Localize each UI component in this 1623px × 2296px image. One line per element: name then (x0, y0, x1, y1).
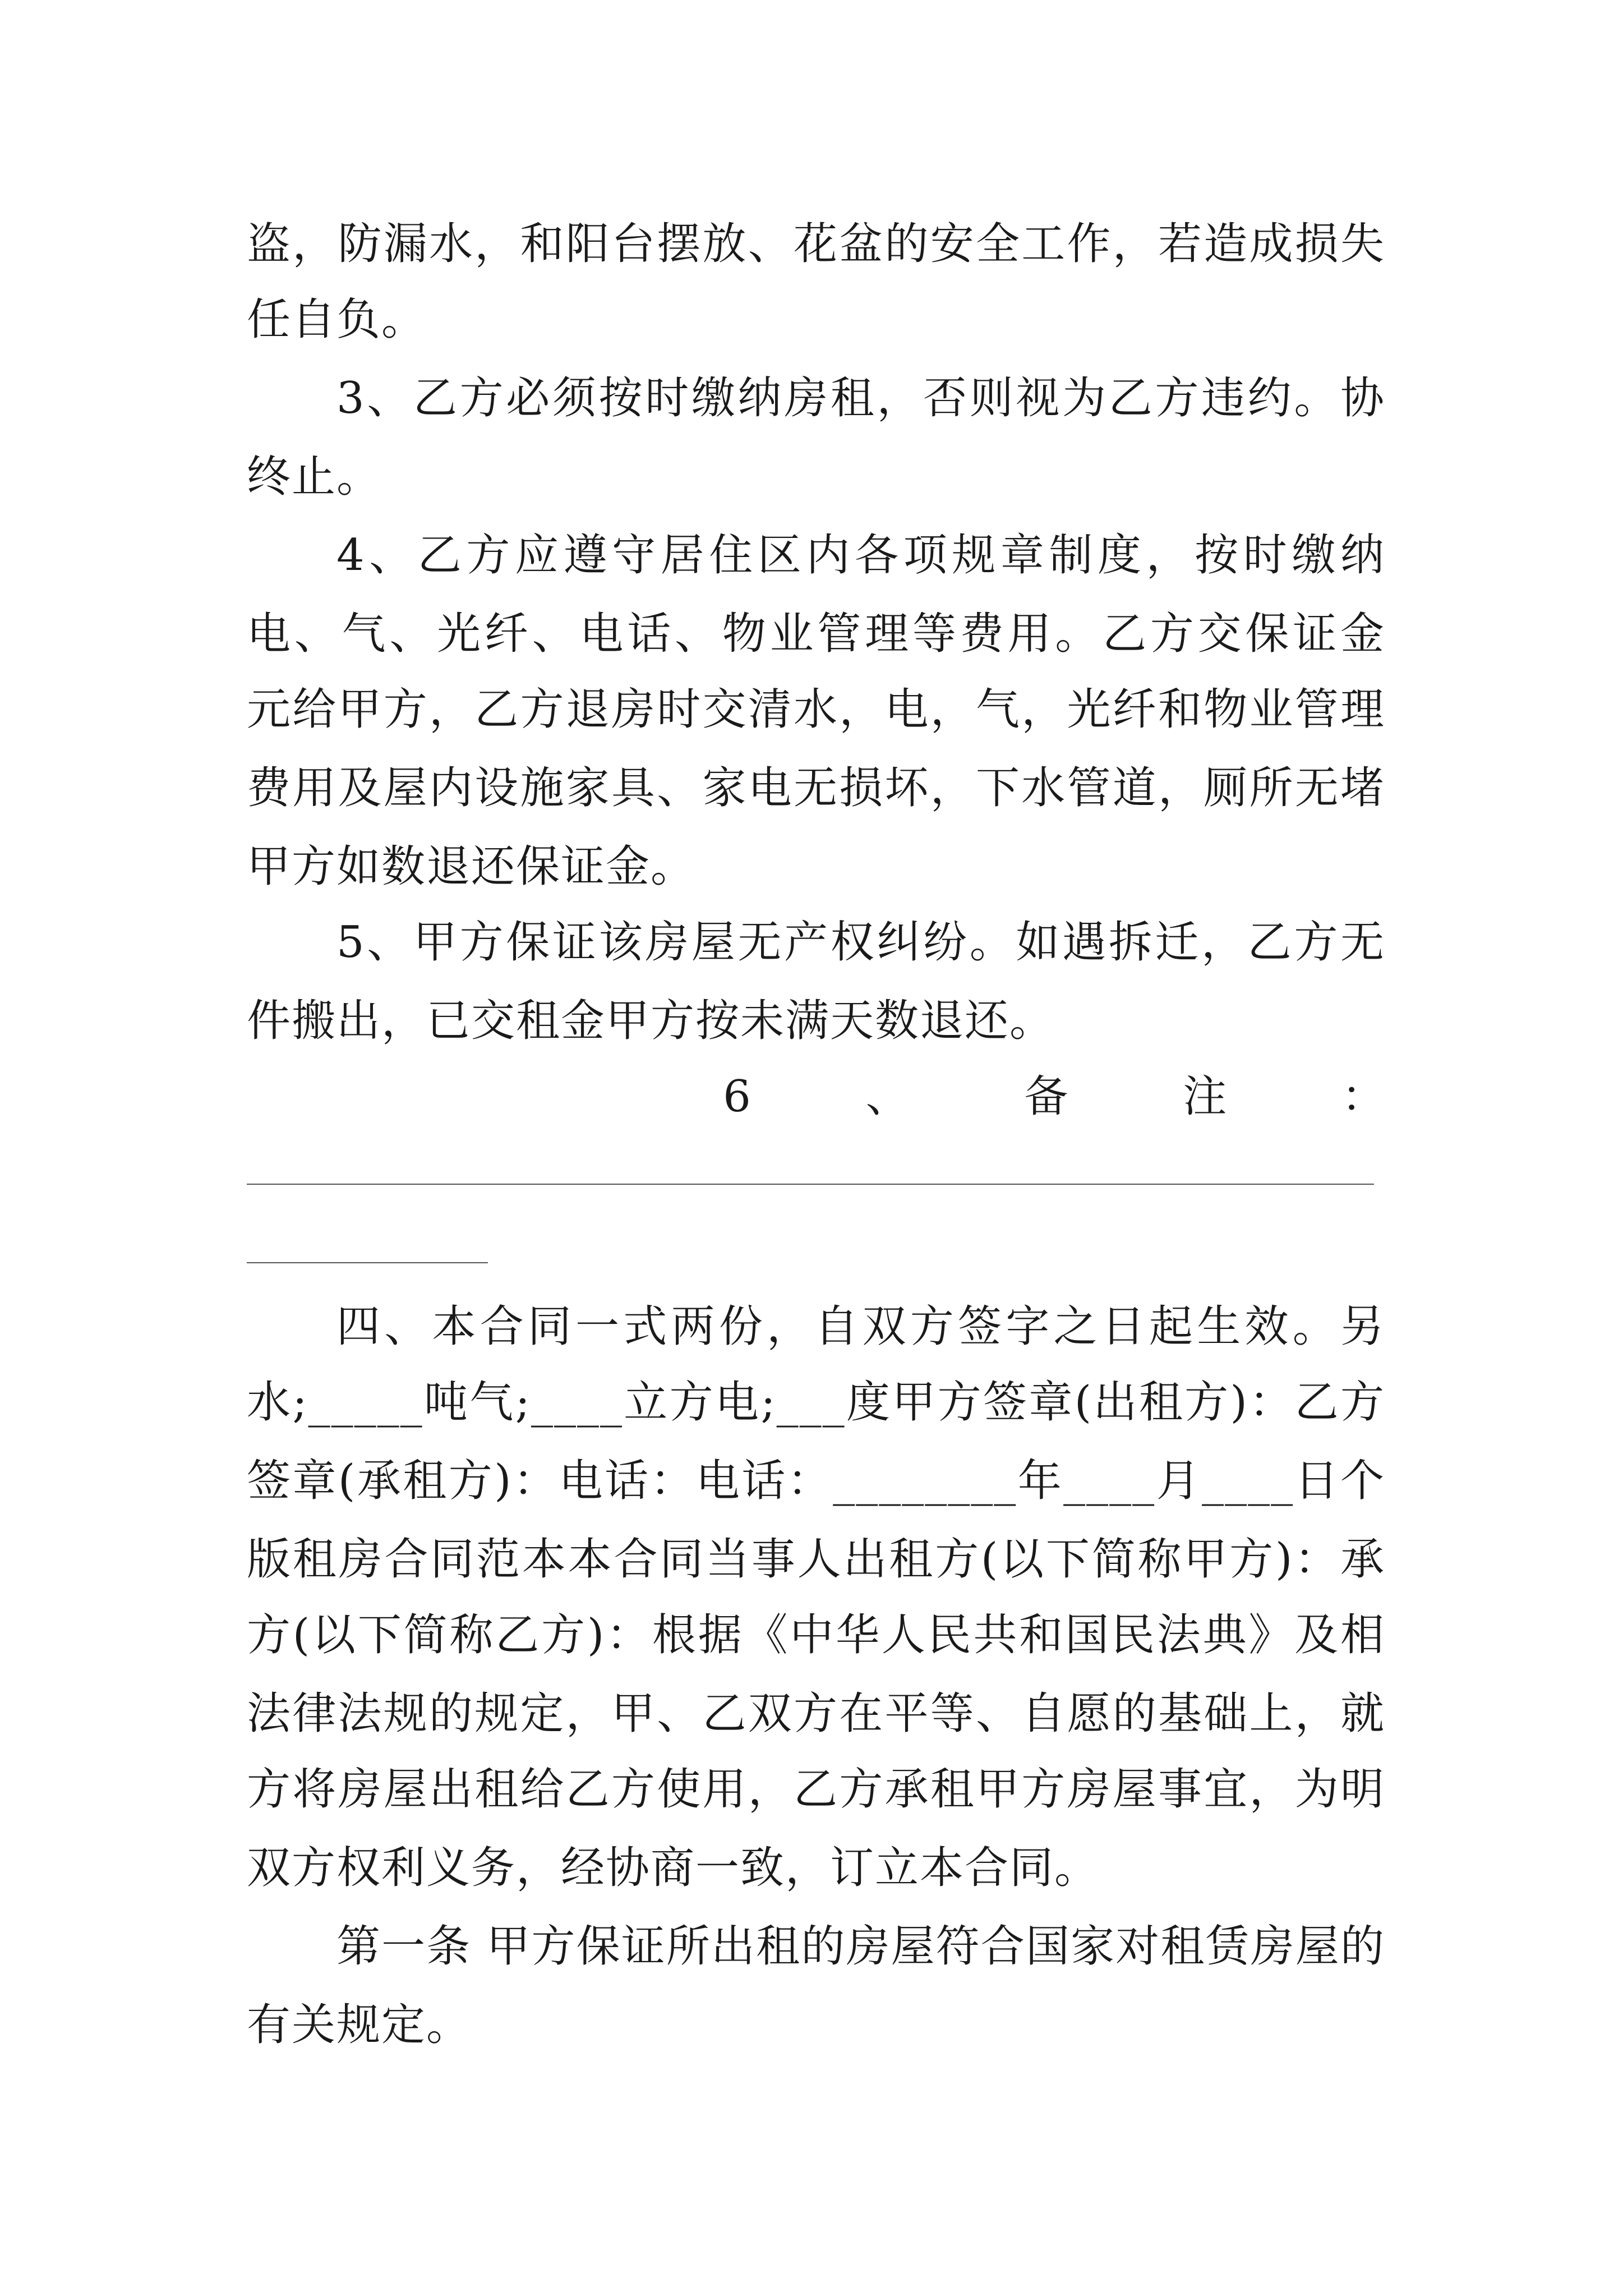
clause-3-line-1: 3、乙方必须按时缴纳房租，否则视为乙方违约。协 (336, 373, 1385, 424)
clause-3-line-2: 终止。 (247, 452, 382, 502)
text-line-2: 任自负。 (247, 295, 427, 345)
section-4-line-4: 版租房合同范本本合同当事人出租方(以下简称甲方)：承 (247, 1534, 1385, 1585)
clause-4-line-1: 4、乙方应遵守居住区内各项规章制度，按时缴纳 (336, 530, 1385, 581)
text-line-1: 盗，防漏水，和阳台摆放、花盆的安全工作，若造成损失 (247, 219, 1385, 269)
section-4-line-7: 方将房屋出租给乙方使用，乙方承租甲方房屋事宜，为明 (247, 1764, 1385, 1815)
clause-4-line-4: 费用及屋内设施家具、家电无损坏，下水管道，厕所无堵 (247, 763, 1385, 813)
remarks-blank-line-1 (247, 1184, 1374, 1185)
article-1-line-2: 有关规定。 (247, 2000, 472, 2050)
section-4-line-5: 方(以下简称乙方)：根据《中华人民共和国民法典》及相 (247, 1610, 1385, 1660)
clause-4-line-5: 甲方如数退还保证金。 (247, 841, 696, 892)
clause-4-line-3: 元给甲方，乙方退房时交清水，电，气，光纤和物业管理 (247, 684, 1385, 735)
section-4-line-1: 四、本合同一式两份，自双方签字之日起生效。另 (336, 1301, 1385, 1352)
section-4-line-2: 水;_____吨气;____立方电;___度甲方签章(出租方)：乙方 (247, 1377, 1385, 1428)
section-4-line-3: 签章(承租方)：电话：电话：________年____月____日个 (247, 1456, 1385, 1506)
article-1-line-1: 第一条 甲方保证所出租的房屋符合国家对租赁房屋的 (336, 1921, 1385, 1972)
remarks-heading: 6 、 备 注 ： (723, 1071, 1385, 1122)
remarks-blank-line-2 (247, 1262, 488, 1263)
clause-5-line-2: 件搬出，已交租金甲方按未满天数退还。 (247, 996, 1055, 1046)
clause-4-line-2: 电、气、光纤、电话、物业管理等费用。乙方交保证金 (247, 609, 1385, 659)
section-4-line-6: 法律法规的规定，甲、乙双方在平等、自愿的基础上，就 (247, 1688, 1385, 1739)
section-4-line-8: 双方权利义务，经协商一致，订立本合同。 (247, 1843, 1100, 1893)
clause-5-line-1: 5、甲方保证该房屋无产权纠纷。如遇拆迁，乙方无 (336, 917, 1385, 968)
